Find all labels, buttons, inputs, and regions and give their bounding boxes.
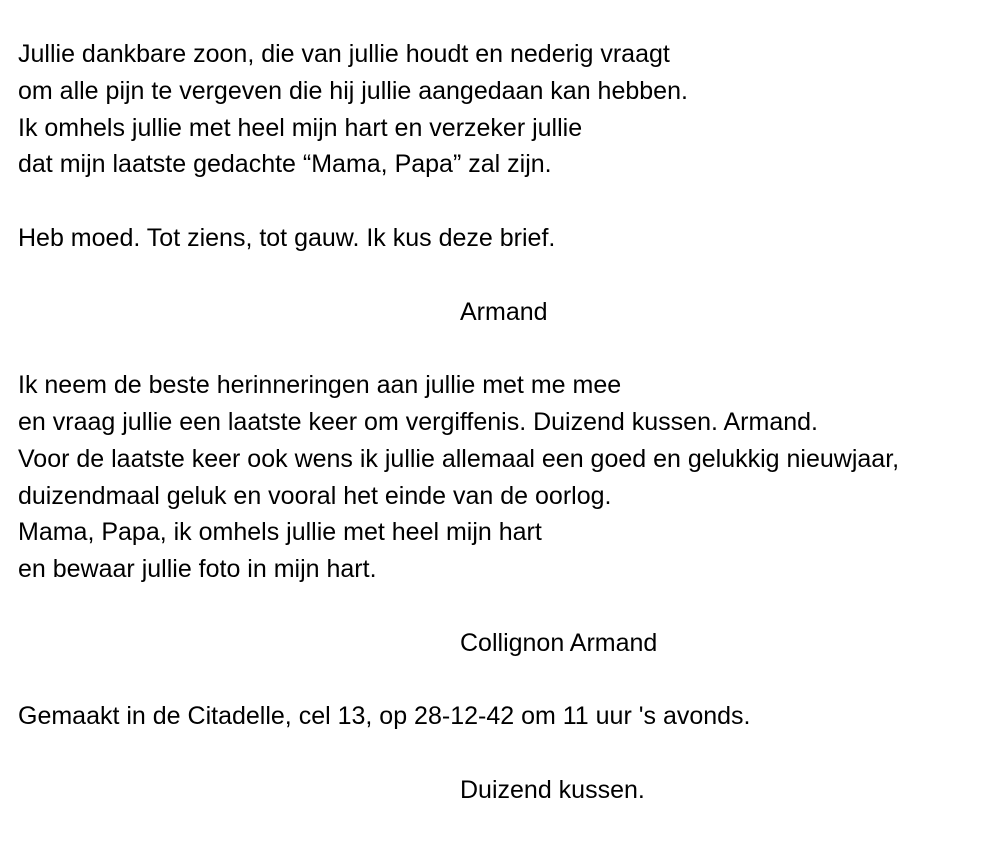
signature-collignon-armand	[18, 625, 993, 662]
text-line: en vraag jullie een laatste keer om vergiffenis. Duizend kussen. Armand.	[18, 407, 818, 436]
text-line: om alle pijn te vergeven die hij jullie aangedaan kan hebben.	[18, 76, 688, 105]
text-line: dat mijn laatste gedachte “Mama, Papa” zal zijn.	[18, 150, 552, 179]
text-line: Mama, Papa, ik omhels jullie met heel mijn hart	[18, 518, 542, 547]
text-line: Voor de laatste keer ook wens ik jullie allemaal een goed en gelukkig nieuwjaar,	[18, 444, 900, 473]
text-line: Ik neem de beste herinneringen aan jullie met me mee	[18, 371, 622, 400]
signature-text: Armand	[460, 297, 548, 326]
text-line: Heb moed. Tot ziens, tot gauw. Ik kus deze brief.	[18, 223, 556, 252]
letter-document	[18, 36, 993, 846]
text-line: duizendmaal geluk en vooral het einde van de oorlog.	[18, 481, 612, 510]
closing-text: Duizend kussen.	[460, 775, 645, 804]
text-line: en bewaar jullie foto in mijn hart.	[18, 555, 377, 584]
text-line: Ik omhels jullie met heel mijn hart en verzeker jullie	[18, 113, 583, 142]
place-and-date	[18, 698, 993, 735]
paragraph-courage	[18, 220, 993, 257]
paragraph-memories	[18, 367, 993, 588]
closing-line	[18, 772, 993, 809]
signature-armand	[18, 294, 993, 331]
text-line: Jullie dankbare zoon, die van jullie houdt en nederig vraagt	[18, 40, 670, 68]
text-line: Gemaakt in de Citadelle, cel 13, op 28-12-42 om 11 uur 's avonds.	[18, 702, 751, 731]
paragraph-opening	[18, 36, 993, 183]
signature-text: Collignon Armand	[460, 628, 658, 657]
